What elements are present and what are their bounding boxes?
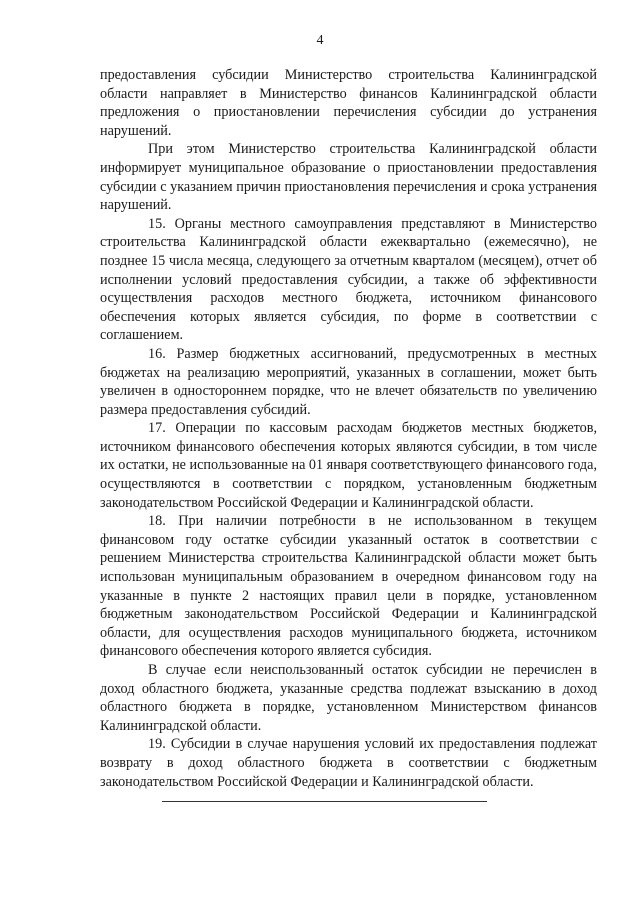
page-number: 4 [316,33,324,48]
paragraph-continuation: предоставления субсидии Министерство строительства Калининградской области направляет в Министерство финансов Калининградской области предложения о приостановлении перечисления субсидии до устранения нарушений. [100,67,597,139]
paragraph: В случае если неиспользованный остаток субсидии не перечислен в доход областного бюджета, указанные средства подлежат взысканию в доход областного бюджета в порядке, установленном Министерством финансов Калининградской области. [100,662,597,734]
paragraph-item-15: 15. Органы местного самоуправления представляют в Министерство строительства Калининградской области ежеквартально (ежемесячно), не позднее 15 числа месяца, следующего за отчетным кварталом (месяцем), отчет об исполнении условий предоставления субсидии, а также об эффективности осуществления расходов местного бюджета, источником финансового обеспечения которых является субсидия, по форме в соответствии с соглашением. [100,215,597,344]
paragraph-item-17: 17. Операции по кассовым расходам бюджетов местных бюджетов, источником финансового обеспечения которых являются субсидии, в том числе их остатки, не использованные на 01 января соответствующего финансового года, осуществляются в соответствии с порядком, установленным бюджетным законодательством Российской Федерации и Калининградской области. [100,420,597,511]
closing-divider [162,801,487,802]
paragraph-item-18: 18. При наличии потребности в не использованном в текущем финансовом году остатке субсидии указанный остаток в соответствии с решением Министерства строительства Калининградской области может быть использован муниципальным образованием в очередном финансовом году на указанные в пункте 2 настоящих правил цели в порядке, установленном бюджетным законодательством Российской Федерации и Калининградской области, для осуществления расходов муниципального бюджета, источником финансового обеспечения которого является субсидия. [100,513,597,660]
document-body [100,66,597,791]
paragraph: При этом Министерство строительства Калининградской области информирует муниципальное образование о приостановлении предоставления субсидии с указанием причин приостановления перечисления и срока устранения нарушений. [100,141,597,214]
paragraph-item-19: 19. Субсидии в случае нарушения условий их предоставления подлежат возврату в доход областного бюджета в соответствии с бюджетным законодательством Российской Федерации и Калининградской области. [100,736,597,790]
paragraph-item-16: 16. Размер бюджетных ассигнований, предусмотренных в местных бюджетах на реализацию мероприятий, указанных в соглашении, может быть увеличен в одностороннем порядке, что не влечет обязательств по увеличению размера предоставления субсидий. [100,345,597,418]
